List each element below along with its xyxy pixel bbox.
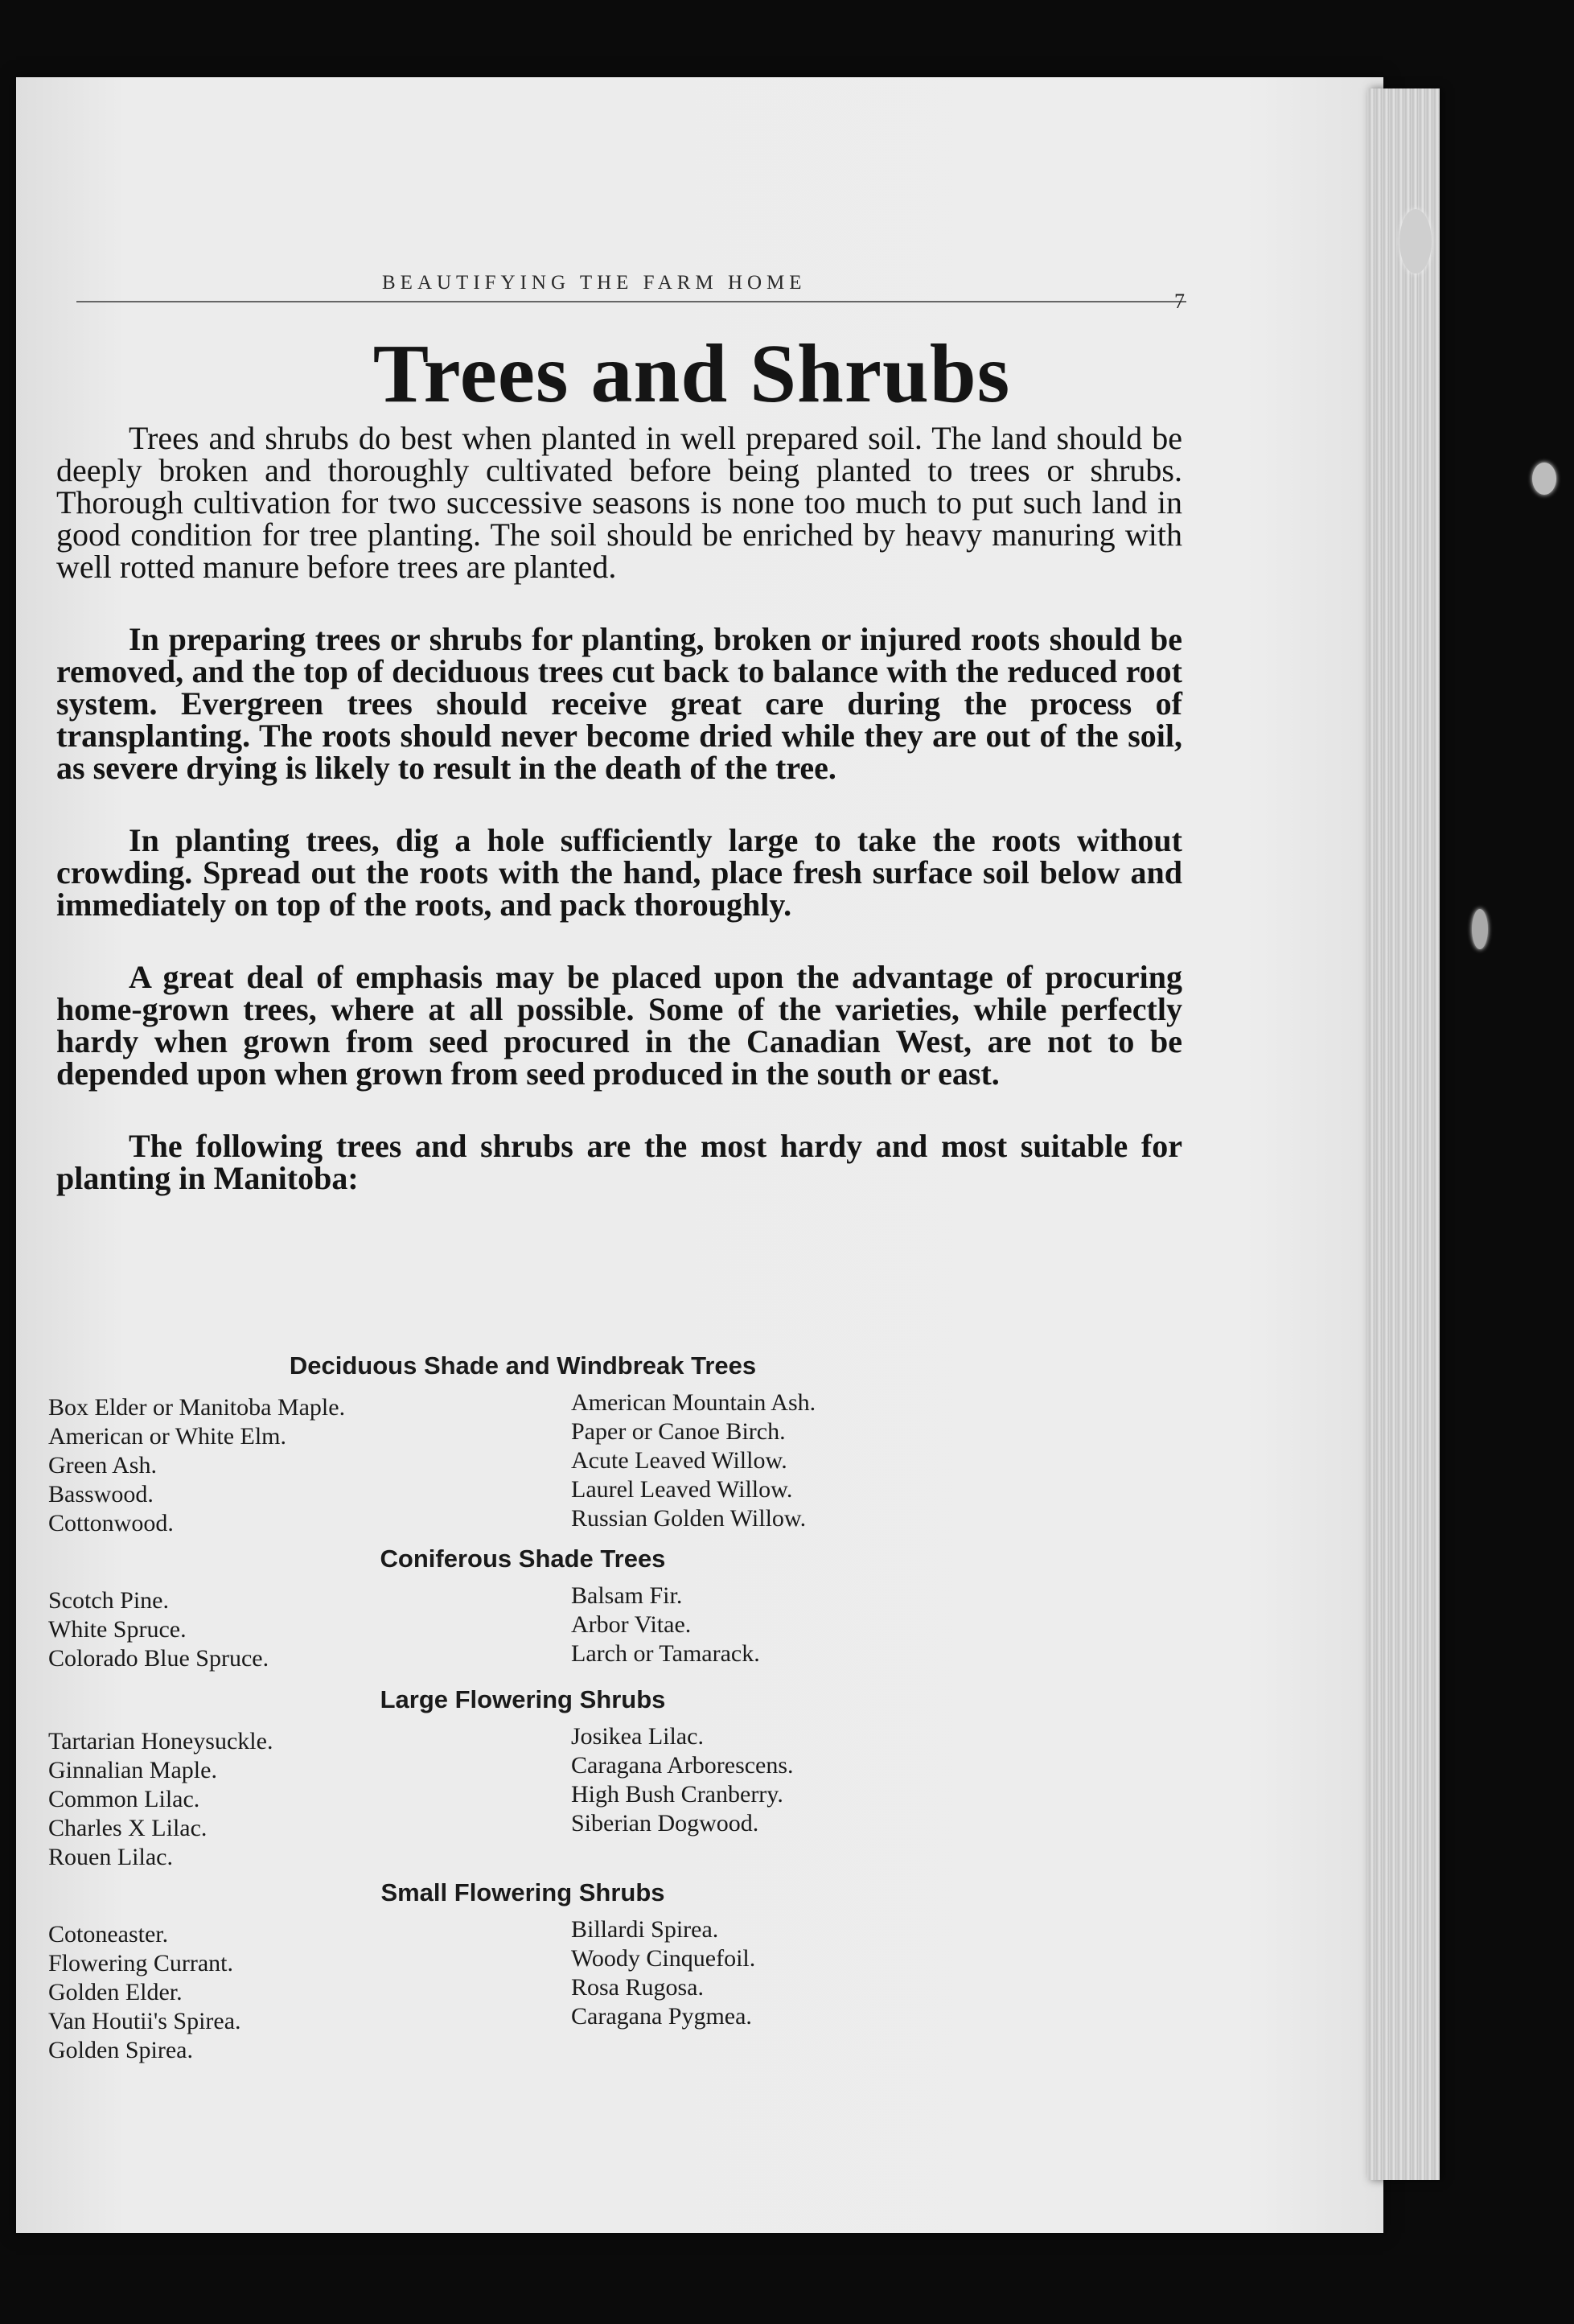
list-item: Russian Golden Willow. [571,1505,807,1532]
body-text [56,422,1182,1235]
list-item: Woody Cinquefoil. [571,1945,756,1972]
paragraph: Trees and shrubs do best when planted in well prepared soil. The land should be deeply broken and thoroughly cultivated before being planted to trees or shrubs. Thorough cultivation for two successive seasons is none too much to put such land in good condition for tree planting. The soil should be enriched by heavy manuring with well rotted manure before trees are planted. [56,420,1182,585]
list-item: Larch or Tamarack. [571,1640,760,1667]
plant-list-left [48,1722,475,1872]
section-heading: Large Flowering Shrubs [380,1685,666,1713]
section-heading: Small Flowering Shrubs [380,1878,665,1907]
list-item: Box Elder or Manitoba Maple. [48,1394,346,1421]
list-item: Tartarian Honeysuckle. [48,1728,273,1754]
running-header [76,272,1186,302]
list-item: Basswood. [48,1481,154,1508]
paragraph: In preparing trees or shrubs for planting, broken or injured roots should be removed, and the top of deciduous trees cut back to balance with the reduced root system. Evergreen trees should receive great care during the process of transplanting. The roots should never become dried while they are out of the soil, as severe drying is likely to result in the death of the tree. [56,621,1182,786]
list-item: Ginnalian Maple. [48,1757,217,1783]
list-item: Flowering Currant. [48,1950,233,1976]
paragraph: A great deal of emphasis may be placed upon the advantage of procuring home-grown trees, where at all possible. Some of the varieties, while perfectly hardy when grown from seed procured in the Canadian West, are not to be depended upon when grown from seed produced in the south or east. [56,959,1182,1092]
list-item: Green Ash. [48,1452,157,1479]
section-heading: Deciduous Shade and Windbreak Trees [289,1351,757,1380]
list-item: Golden Elder. [48,1979,183,2005]
list-item: Cotoneaster. [48,1921,169,1948]
list-item: High Bush Cranberry. [571,1781,783,1808]
list-item: Rouen Lilac. [48,1844,173,1870]
list-item: Siberian Dogwood. [571,1810,759,1837]
list-item: Arbor Vitae. [571,1611,692,1638]
list-item: Van Houtii's Spirea. [48,2008,241,2034]
page-title: Trees and Shrubs [372,327,1011,420]
list-item: Josikea Lilac. [571,1723,704,1750]
list-item: Caragana Arborescens. [571,1752,794,1779]
paper-speck [1532,463,1556,495]
paper-speck [1399,209,1432,274]
paragraph: The following trees and shrubs are the most hardy and most suitable for planting in Manitoba: [56,1128,1182,1196]
plant-list-left [48,1388,475,1538]
list-item: White Spruce. [48,1616,187,1643]
section-deciduous-trees [48,1351,997,1538]
list-item: Rosa Rugosa. [571,1974,704,2001]
plant-list-right [475,1915,997,2065]
plant-list-left [48,1915,475,2065]
list-item: Caragana Pygmea. [571,2003,752,2030]
section-heading: Coniferous Shade Trees [380,1545,666,1573]
list-item: Scotch Pine. [48,1587,169,1614]
plant-list-right [475,1722,997,1872]
list-item: Acute Leaved Willow. [571,1447,787,1474]
list-item: Colorado Blue Spruce. [48,1645,269,1672]
list-item: Laurel Leaved Willow. [571,1476,793,1503]
plant-list-right [475,1388,997,1538]
list-item: Billardi Spirea. [571,1916,719,1943]
paper-speck [1472,909,1488,949]
running-title: BEAUTIFYING THE FARM HOME [382,272,807,294]
section-coniferous-trees [48,1545,997,1673]
section-small-shrubs [48,1878,997,2065]
list-item: American Mountain Ash. [571,1389,816,1416]
list-item: Paper or Canoe Birch. [571,1418,786,1445]
paragraph: In planting trees, dig a hole sufficiently large to take the roots without crowding. Spread out the roots with the hand, place fresh surface soil below and immediately on top of the roots, and pack thoroughly. [56,822,1182,923]
list-item: Golden Spirea. [48,2037,193,2063]
plant-list-right [475,1582,997,1673]
list-item: American or White Elm. [48,1423,287,1450]
page-number: 7 [1174,290,1185,313]
plant-list-left [48,1582,475,1673]
list-item: Cottonwood. [48,1510,174,1536]
list-item: Charles X Lilac. [48,1815,208,1841]
list-item: Balsam Fir. [571,1582,683,1609]
section-large-shrubs [48,1685,997,1872]
list-item: Common Lilac. [48,1786,200,1812]
